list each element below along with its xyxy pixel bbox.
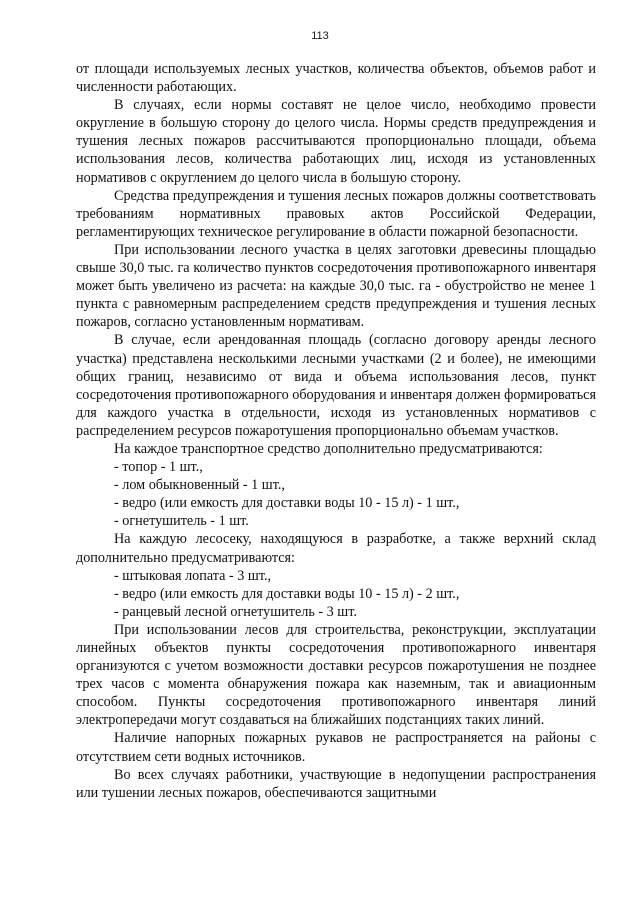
list-item: - ранцевый лесной огнетушитель - 3 шт. [114, 603, 357, 620]
list-item: - топор - 1 шт., [114, 459, 203, 476]
paragraph: Наличие напорных пожарных рукавов не распространяется на районы с отсутствием сети водных источников. [76, 730, 596, 765]
paragraph: При использовании лесов для строительства, реконструкции, эксплуатации линейных объектов пункты сосредоточения противопожарного инвентаря организуются с учетом возможности доставки ресурсов пожаротушения не позднее трех часов с момента обнаружения пожара как наземным, так и авиационным способом. Пункты сосредоточения противопожарного инвентаря линий электропередачи могут создаваться на ближайших подстанциях таких линий. [76, 621, 596, 729]
list-item: - огнетушитель - 1 шт. [114, 513, 249, 530]
paragraph: Во всех случаях работники, участвующие в недопущении распространения или тушении лесных пожаров, обеспечиваются защитными [76, 766, 596, 801]
document-body [76, 60, 596, 802]
paragraph: от площади используемых лесных участков, количества объектов, объемов работ и численности работающих. [76, 61, 596, 96]
list-item: - ведро (или емкость для доставки воды 10 - 15 л) - 2 шт., [114, 585, 460, 602]
list-item: - лом обыкновенный - 1 шт., [114, 477, 285, 494]
paragraph: Средства предупреждения и тушения лесных пожаров должны соответствовать требованиям нормативных правовых актов Российской Федерации, регламентирующих техническое регулирование в области пожарной безопасности. [76, 187, 596, 240]
list-item: - штыковая лопата - 3 шт., [114, 567, 272, 584]
paragraph: На каждую лесосеку, находящуюся в разработке, а также верхний склад дополнительно предусматриваются: [76, 531, 596, 566]
page-number: 113 [311, 30, 329, 42]
paragraph: В случаях, если нормы составят не целое число, необходимо провести округление в большую сторону до целого числа. Нормы средств предупреждения и тушения лесных пожаров рассчитываются пропорционально площади, объема использования лесов, количества работающих лиц, исходя из установленных нормативов с округлением до целого числа в большую сторону. [76, 97, 596, 186]
paragraph: На каждое транспортное средство дополнительно предусматриваются: [114, 440, 543, 457]
list-item: - ведро (или емкость для доставки воды 10 - 15 л) - 1 шт., [114, 495, 460, 512]
paragraph: При использовании лесного участка в целях заготовки древесины площадью свыше 30,0 тыс. га количество пунктов сосредоточения противопожарного инвентаря может быть увеличено из расчета: на каждые 30,0 тыс. га - обустройство не менее 1 пункта с равномерным распределением средств предупреждения и тушения лесных пожаров, согласно установленным нормативам. [76, 241, 596, 331]
paragraph: В случае, если арендованная площадь (согласно договору аренды лесного участка) представлена несколькими лесными участками (2 и более), не имеющими общих границ, независимо от вида и объема использования лесов, пункт сосредоточения противопожарного оборудования и инвентаря должен формироваться для каждого участка в отдельности, исходя из установленных нормативов с распределением ресурсов пожаротушения пропорционально объемам участков. [76, 332, 596, 439]
